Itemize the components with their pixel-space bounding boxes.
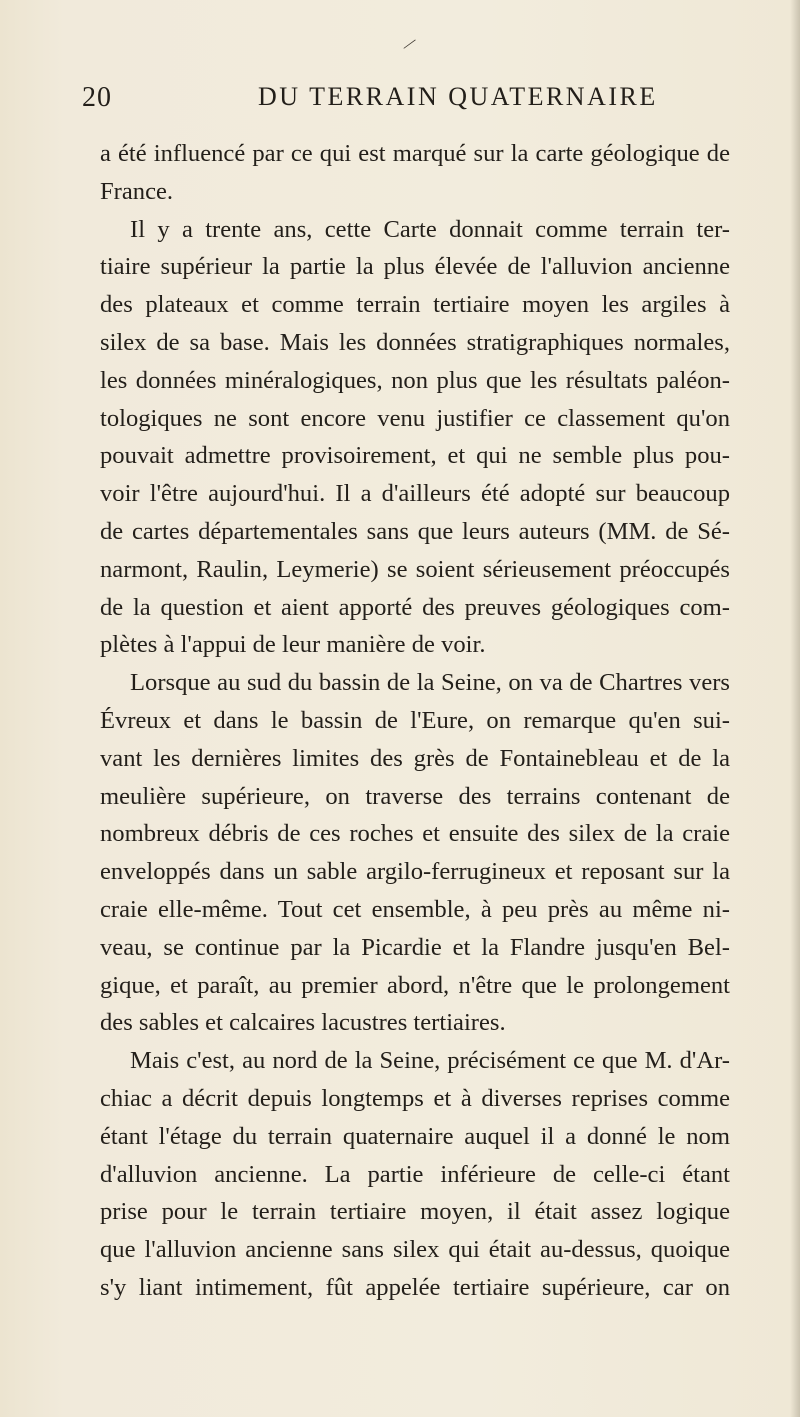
text-line: veau, se continue par la Picardie et la Flandre jusqu'en Bel-	[100, 933, 730, 961]
text-line: des plateaux et comme terrain tertiaire moyen les argiles à	[100, 291, 730, 319]
text-line: chiac a décrit depuis longtemps et à diverses reprises comme	[100, 1084, 730, 1112]
text-line: Mais c'est, au nord de la Seine, précisément ce que M. d'Ar-	[130, 1047, 730, 1075]
text-line: Lorsque au sud du bassin de la Seine, on va de Chartres vers	[130, 669, 730, 697]
text-line: Il y a trente ans, cette Carte donnait comme terrain ter-	[130, 215, 730, 243]
text-line: s'y liant intimement, fût appelée tertiaire supérieure, car on	[100, 1273, 730, 1301]
text-line: étant l'étage du terrain quaternaire auquel il a donné le nom	[100, 1122, 730, 1150]
body-text	[100, 135, 730, 1307]
text-line: plètes à l'appui de leur manière de voir.	[100, 631, 486, 659]
page-number: 20	[82, 82, 112, 113]
page-edge-shadow	[790, 0, 800, 1417]
text-line: Évreux et dans le bassin de l'Eure, on remarque qu'en sui-	[100, 706, 730, 734]
text-line: craie elle-même. Tout cet ensemble, à peu près au même ni-	[100, 895, 730, 923]
text-line: que l'alluvion ancienne sans silex qui était au-dessus, quoique	[100, 1236, 730, 1264]
text-line: narmont, Raulin, Leymerie) se soient sérieusement préoccupés	[100, 555, 730, 583]
text-line: tologiques ne sont encore venu justifier ce classement qu'on	[100, 404, 730, 432]
text-line: voir l'être aujourd'hui. Il a d'ailleurs été adopté sur beaucoup	[100, 480, 730, 508]
running-title: DU TERRAIN QUATERNAIRE	[258, 82, 658, 111]
text-line: tiaire supérieur la partie la plus élevée de l'alluvion ancienne	[100, 253, 730, 281]
text-line: gique, et paraît, au premier abord, n'être que le prolongement	[100, 971, 730, 999]
text-line: meulière supérieure, on traverse des terrains contenant de	[100, 782, 730, 810]
text-line: de la question et aient apporté des preuves géologiques com-	[100, 593, 730, 621]
text-line: France.	[100, 177, 174, 205]
text-line: silex de sa base. Mais les données stratigraphiques normales,	[100, 328, 730, 356]
text-line: vant les dernières limites des grès de Fontainebleau et de la	[100, 744, 730, 772]
text-line: enveloppés dans un sable argilo-ferrugineux et reposant sur la	[100, 858, 730, 886]
text-line: d'alluvion ancienne. La partie inférieure de celle-ci étant	[100, 1160, 730, 1188]
text-line: des sables et calcaires lacustres tertiaires.	[100, 1009, 506, 1037]
text-line: nombreux débris de ces roches et ensuite des silex de la craie	[100, 820, 730, 848]
page-header	[82, 82, 722, 118]
text-line: les données minéralogiques, non plus que les résultats paléon-	[100, 366, 730, 394]
text-line: prise pour le terrain tertiaire moyen, il était assez logique	[100, 1198, 730, 1226]
text-line: a été influencé par ce qui est marqué sur la carte géologique de	[100, 140, 730, 167]
text-line: de cartes départementales sans que leurs auteurs (MM. de Sé-	[100, 517, 730, 545]
ink-mark: ∕	[405, 34, 415, 55]
text-line: pouvait admettre provisoirement, et qui ne semble plus pou-	[100, 442, 730, 470]
